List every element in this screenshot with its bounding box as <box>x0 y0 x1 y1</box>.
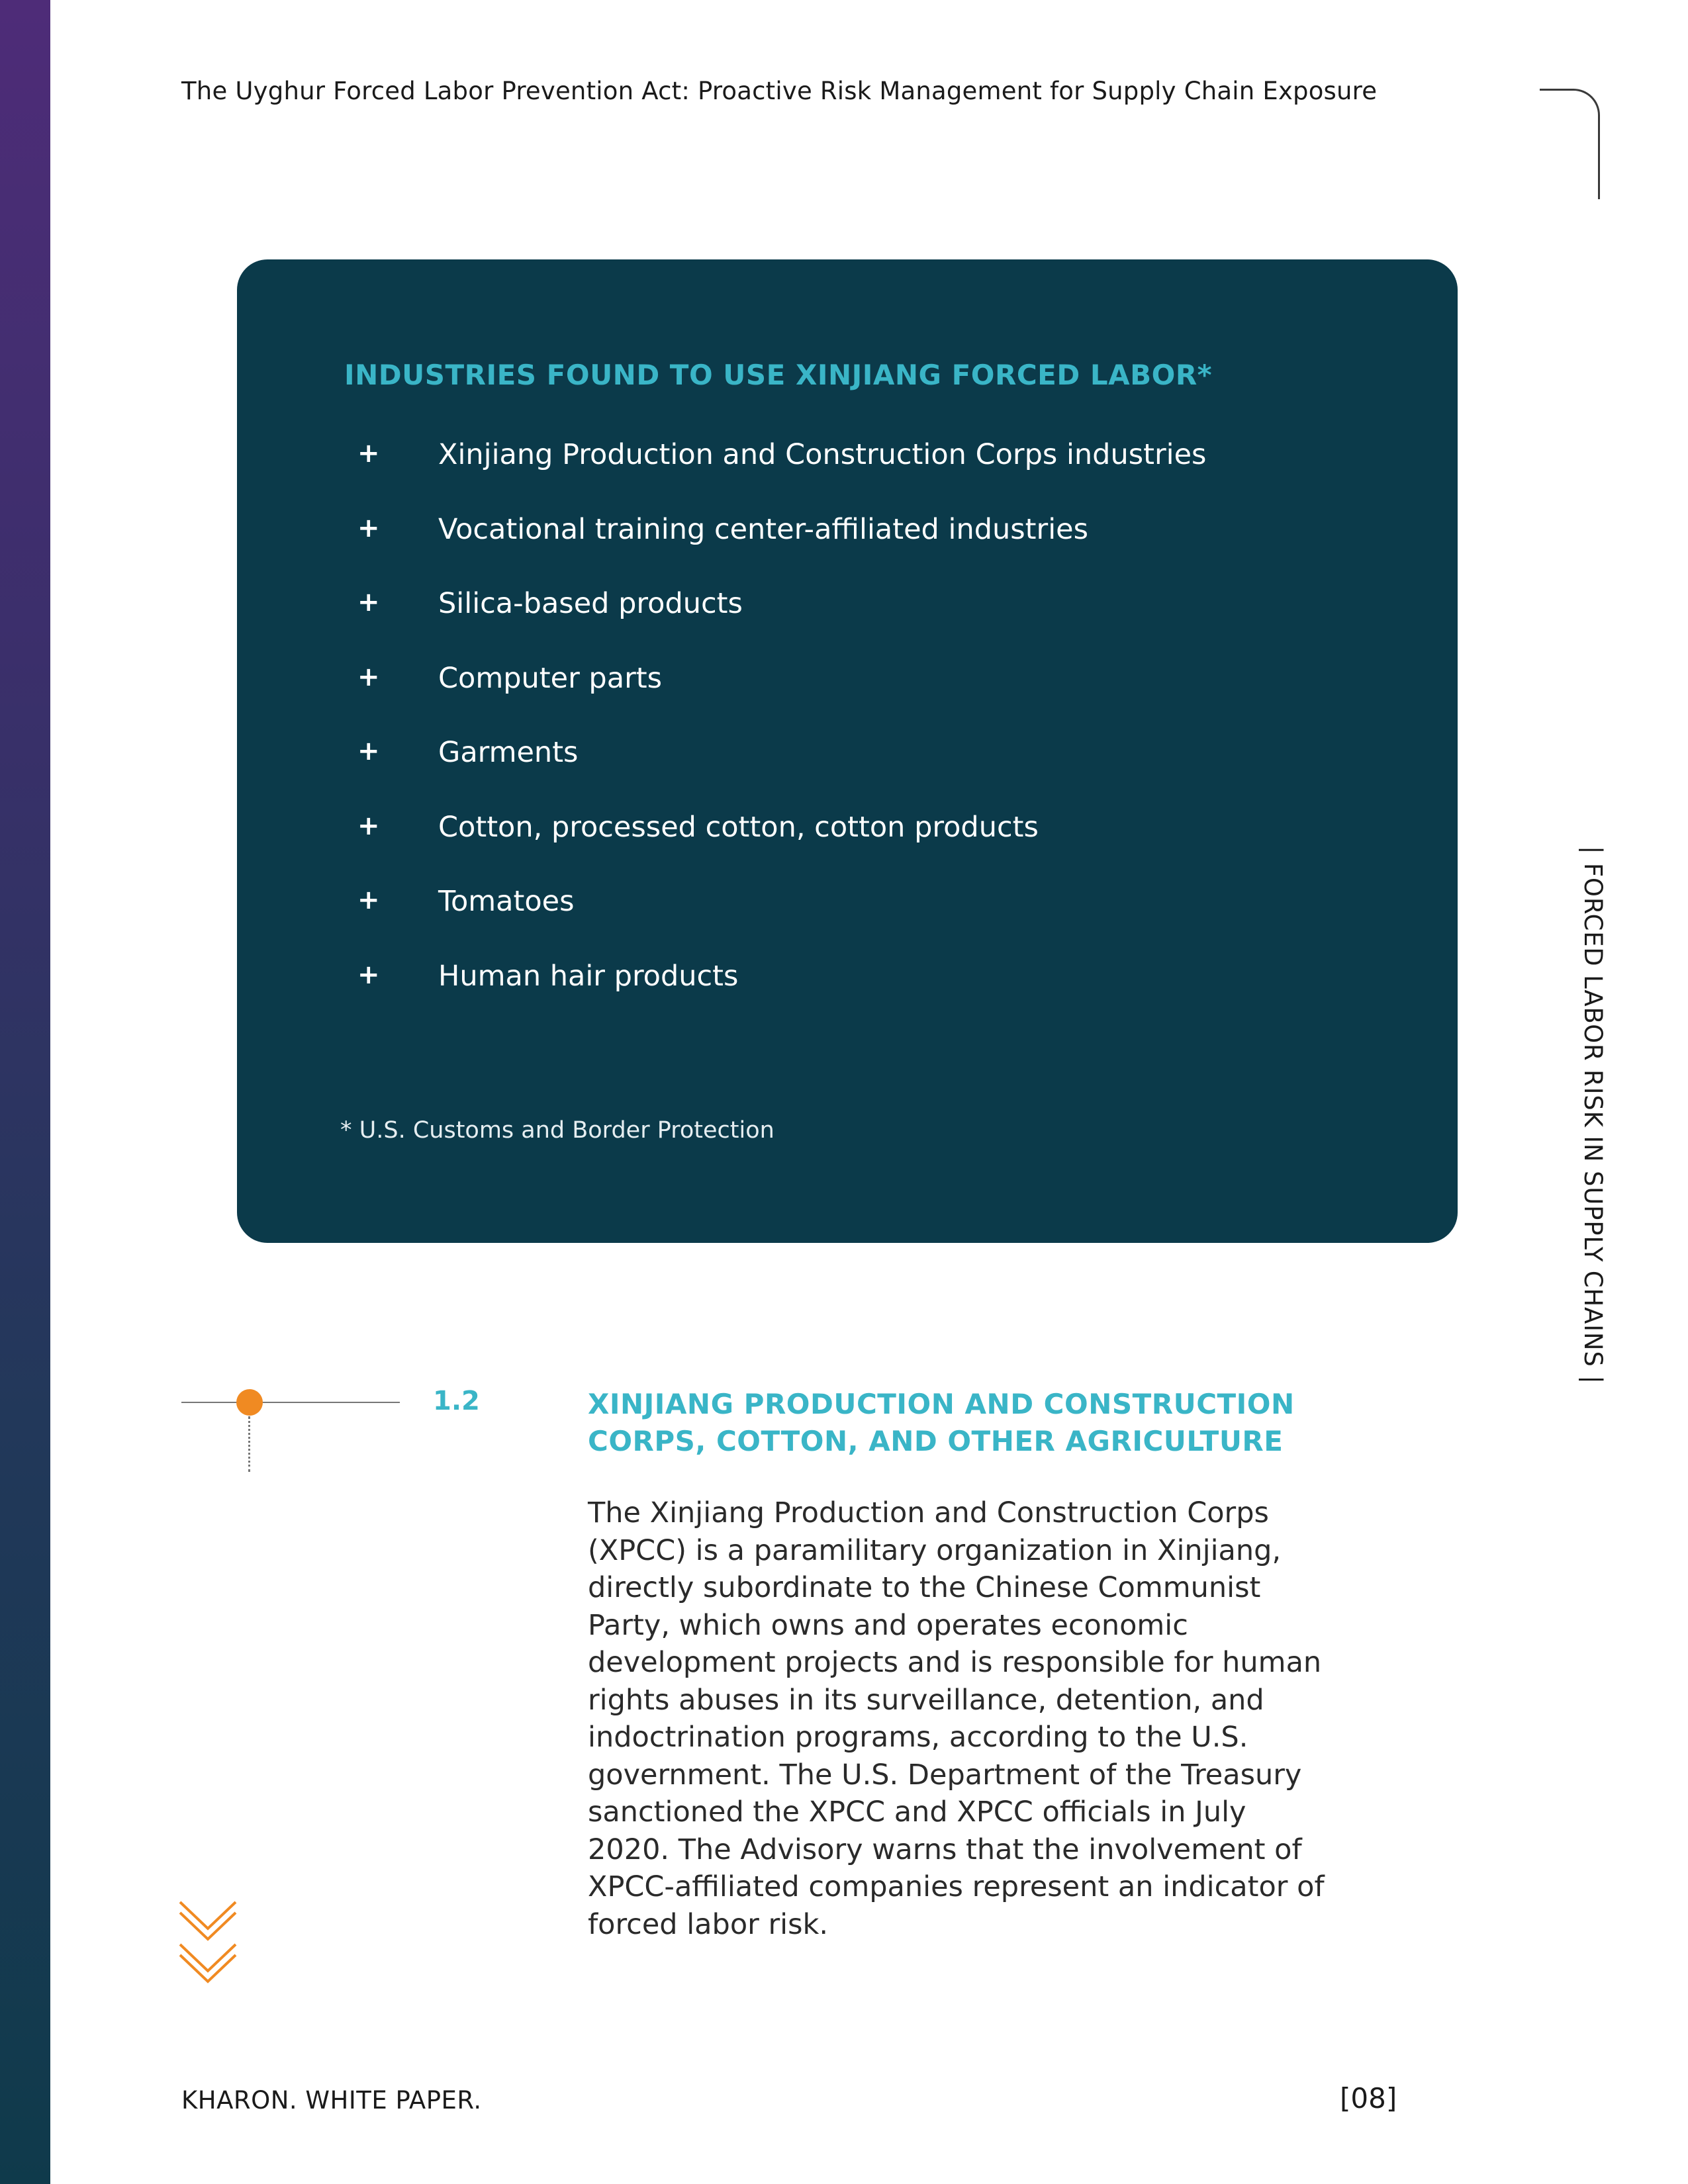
plus-icon: + <box>357 661 380 692</box>
body-line: forced labor risk. <box>588 1907 829 1941</box>
list-item <box>357 811 1206 886</box>
plus-icon: + <box>357 736 380 766</box>
body-line: 2020. The Advisory warns that the involvement of <box>588 1833 1302 1866</box>
list-item-text: Garments <box>438 736 579 769</box>
body-line: XPCC-affiliated companies represent an indicator of <box>588 1870 1325 1903</box>
running-header: The Uyghur Forced Labor Prevention Act: Proactive Risk Management for Supply Chain Exposure <box>181 77 1378 105</box>
list-item-text: Cotton, processed cotton, cotton products <box>438 810 1039 844</box>
body-line: government. The U.S. Department of the Treasury <box>588 1758 1302 1792</box>
plus-icon: + <box>357 587 380 617</box>
list-item <box>357 662 1206 737</box>
body-line: The Xinjiang Production and Construction Corps <box>588 1496 1269 1529</box>
list-item-text: Xinjiang Production and Construction Corps industries <box>438 438 1207 471</box>
list-item <box>357 960 1206 1034</box>
vertical-section-label: | FORCED LABOR RISK IN SUPPLY CHAINS | <box>1579 846 1607 1385</box>
corner-bracket-decoration <box>1540 89 1600 199</box>
list-item <box>357 736 1206 811</box>
footer-publisher: KHARON. WHITE PAPER. <box>181 2086 482 2115</box>
timeline-dotted-line <box>248 1416 250 1472</box>
section-heading <box>588 1386 1295 1460</box>
timeline-dot-icon <box>236 1389 263 1416</box>
industries-list <box>357 438 1206 1034</box>
list-item <box>357 438 1206 513</box>
callout-title: INDUSTRIES FOUND TO USE XINJIANG FORCED LABOR* <box>344 359 1213 391</box>
section-number: 1.2 <box>433 1386 480 1416</box>
left-gradient-bar <box>0 0 50 2184</box>
body-line: directly subordinate to the Chinese Communist <box>588 1571 1261 1604</box>
plus-icon: + <box>357 885 380 915</box>
body-line: rights abuses in its surveillance, detention, and <box>588 1683 1264 1717</box>
list-item-text: Vocational training center-affiliated industries <box>438 512 1089 546</box>
plus-icon: + <box>357 810 380 841</box>
body-line: development projects and is responsible for human <box>588 1646 1322 1679</box>
timeline-connector-line <box>181 1402 400 1403</box>
list-item-text: Computer parts <box>438 661 663 695</box>
list-item <box>357 885 1206 960</box>
plus-icon: + <box>357 438 380 469</box>
body-line: (XPCC) is a paramilitary organization in Xinjiang, <box>588 1533 1282 1567</box>
body-line: Party, which owns and operates economic <box>588 1608 1188 1642</box>
section-heading-line: CORPS, COTTON, AND OTHER AGRICULTURE <box>588 1425 1284 1457</box>
section-heading-line: XINJIANG PRODUCTION AND CONSTRUCTION <box>588 1388 1295 1420</box>
body-line: sanctioned the XPCC and XPCC officials in July <box>588 1796 1246 1829</box>
double-chevron-down-icon <box>177 1898 238 1985</box>
list-item <box>357 513 1206 588</box>
list-item-text: Human hair products <box>438 959 739 993</box>
section-body-paragraph <box>588 1494 1325 1943</box>
plus-icon: + <box>357 512 380 543</box>
page-number: [08] <box>1340 2082 1397 2115</box>
plus-icon: + <box>357 959 380 990</box>
callout-footnote: * U.S. Customs and Border Protection <box>340 1117 774 1144</box>
list-item-text: Tomatoes <box>438 885 575 918</box>
list-item-text: Silica-based products <box>438 587 743 620</box>
list-item <box>357 587 1206 662</box>
industries-callout-panel <box>237 259 1458 1243</box>
body-line: indoctrination programs, according to the U.S. <box>588 1721 1248 1754</box>
